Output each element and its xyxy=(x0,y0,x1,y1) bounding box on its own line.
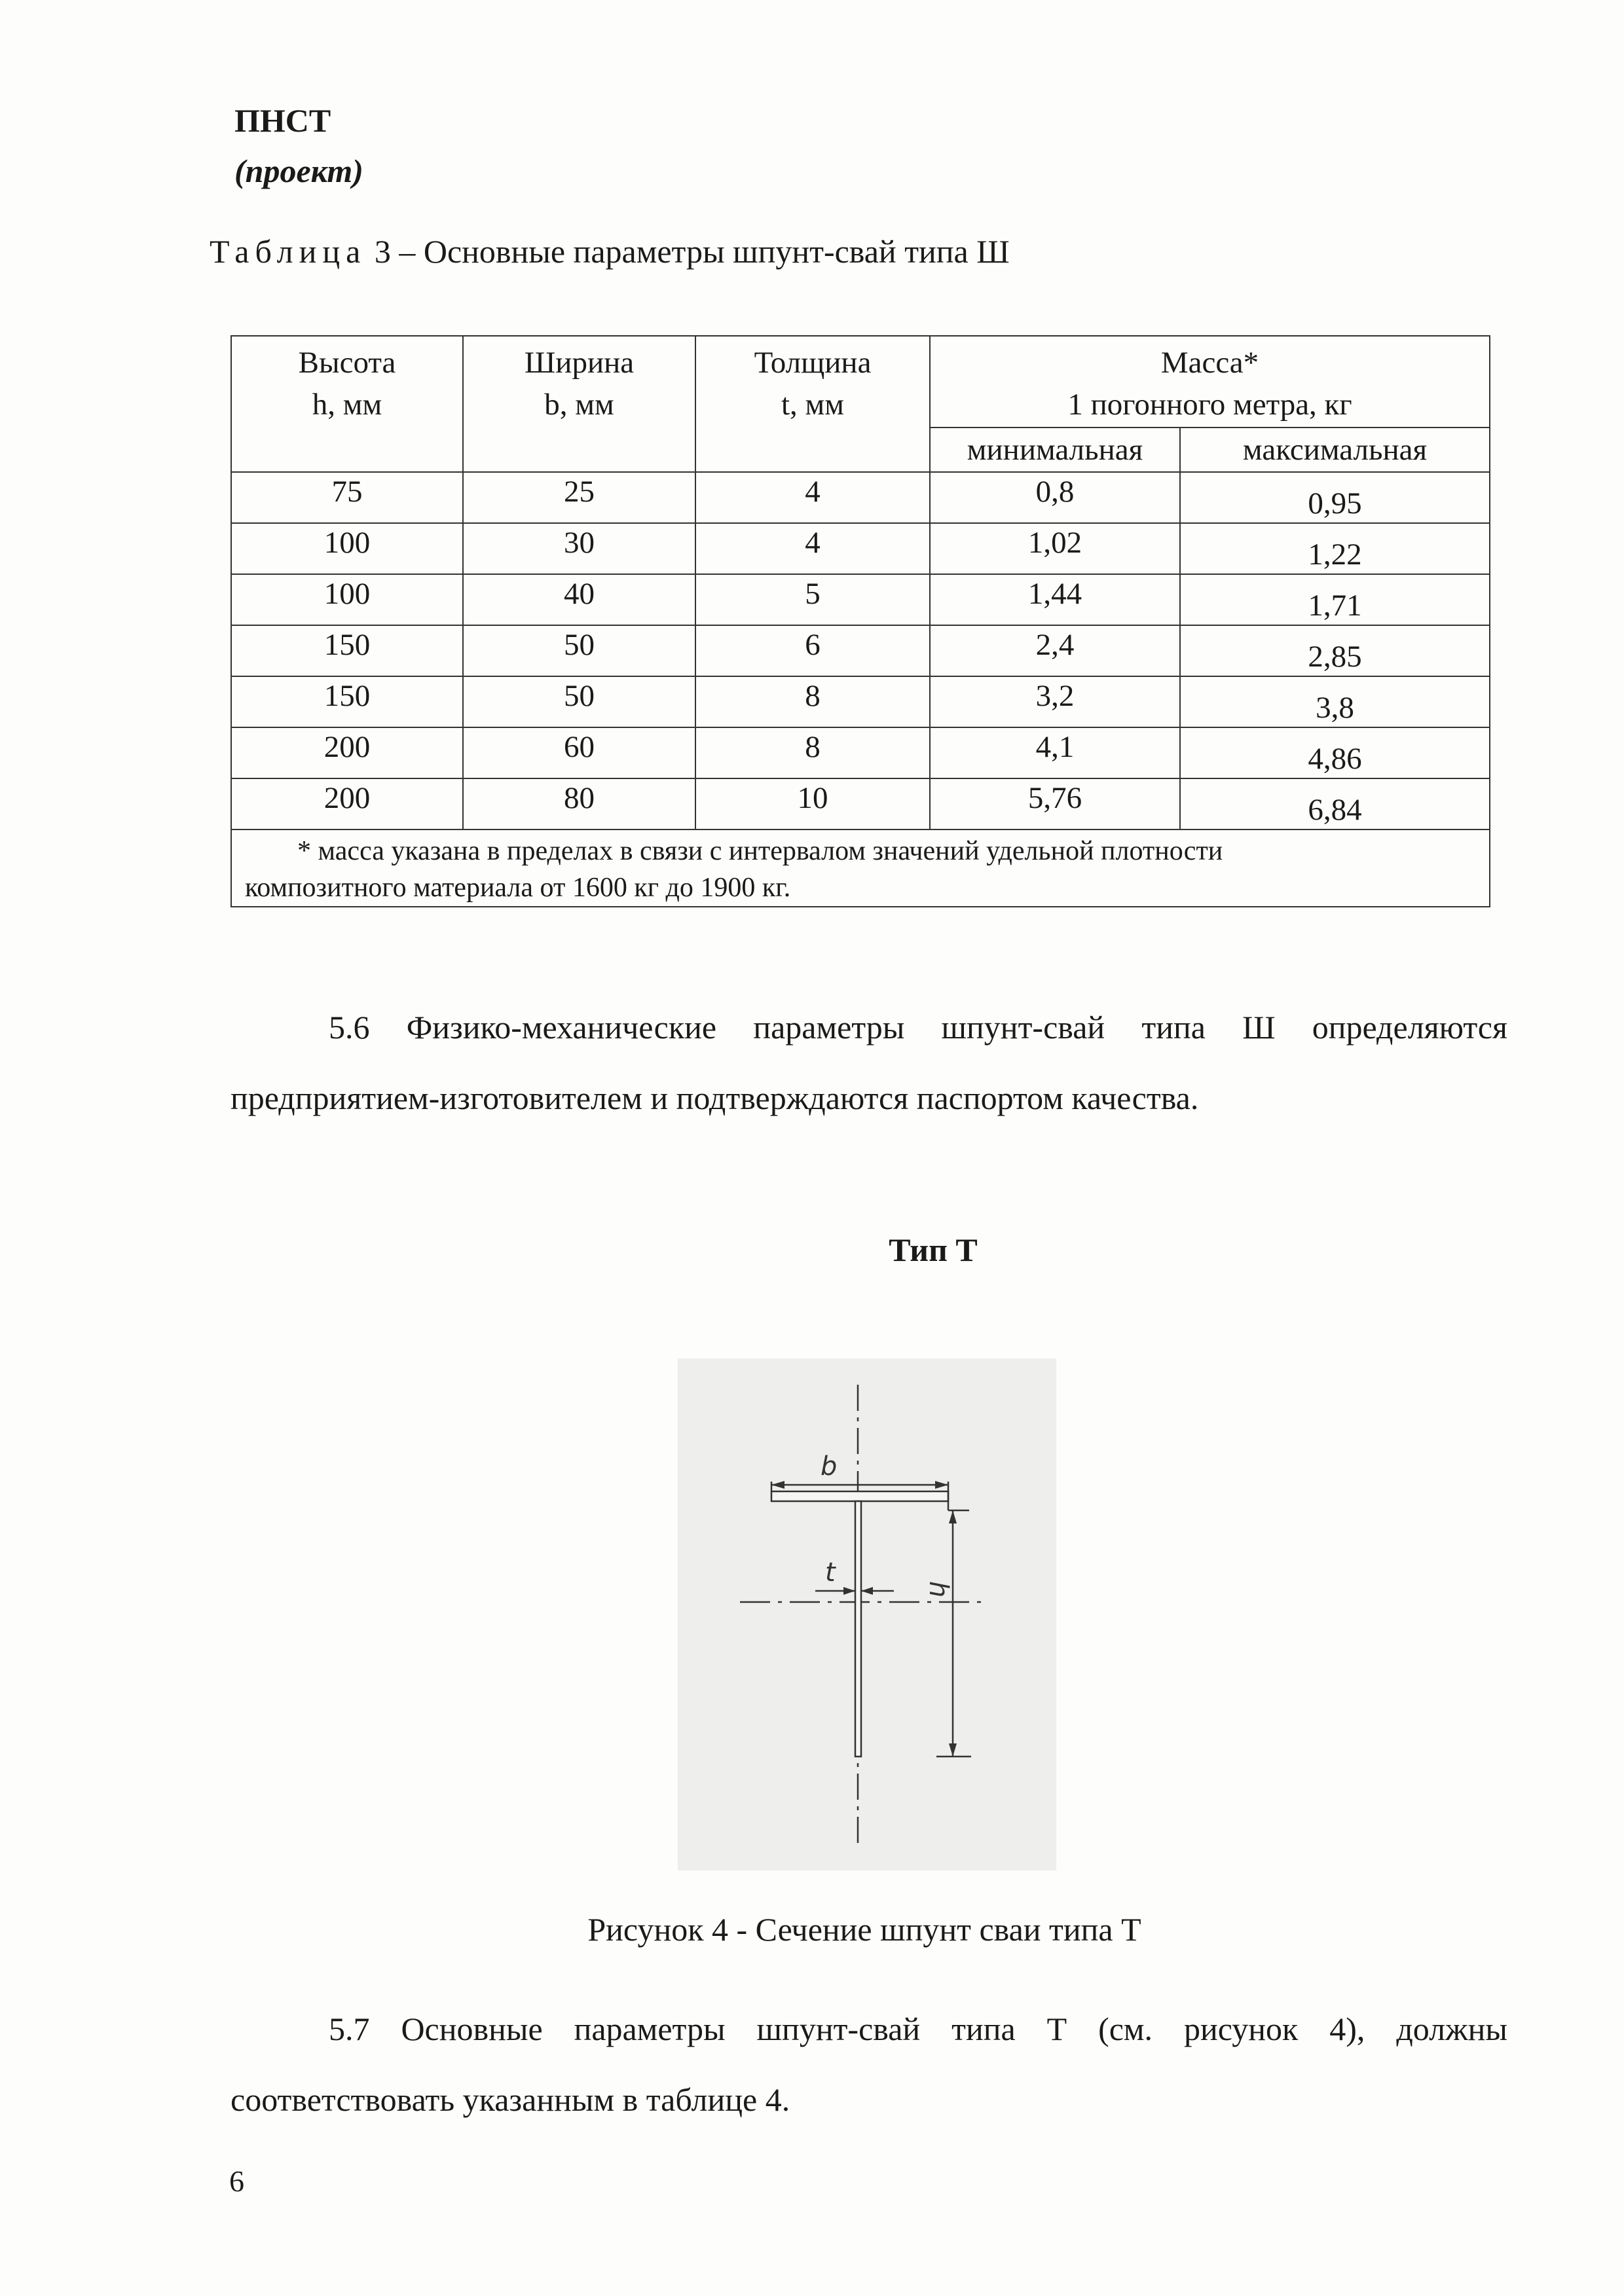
cell-mass-max: 6,84 xyxy=(1180,778,1490,829)
t-section-drawing xyxy=(678,1358,1056,1870)
header-height: Высота h, мм xyxy=(231,336,463,472)
header-thickness: Толщина t, мм xyxy=(695,336,930,472)
cell-mass-min: 5,76 xyxy=(930,778,1180,829)
header-mass: Масса* 1 погонного метра, кг xyxy=(930,336,1490,428)
table-row xyxy=(231,625,1490,676)
standard-title: ПНСТ xyxy=(234,102,331,139)
cell-mass-max: 3,8 xyxy=(1180,676,1490,727)
cell-height: 200 xyxy=(231,727,463,778)
parameters-table xyxy=(231,335,1490,907)
cell-width: 25 xyxy=(463,472,695,523)
table-row xyxy=(231,778,1490,829)
standard-status: (проект) xyxy=(234,153,363,189)
cell-height: 150 xyxy=(231,676,463,727)
table-header-row xyxy=(231,336,1490,428)
cell-mass-min: 4,1 xyxy=(930,727,1180,778)
cell-mass-min: 2,4 xyxy=(930,625,1180,676)
cell-height: 100 xyxy=(231,574,463,625)
header-width: Ширина b, мм xyxy=(463,336,695,472)
cell-height: 200 xyxy=(231,778,463,829)
figure-caption: Рисунок 4 - Сечение шпунт сваи типа Т xyxy=(587,1911,1141,1948)
t-section-figure xyxy=(678,1358,1056,1870)
cell-mass-max: 1,22 xyxy=(1180,523,1490,574)
table-row xyxy=(231,574,1490,625)
cell-thickness: 8 xyxy=(695,676,930,727)
cell-height: 150 xyxy=(231,625,463,676)
cell-mass-max: 0,95 xyxy=(1180,472,1490,523)
table-note-row xyxy=(231,829,1490,907)
cell-height: 100 xyxy=(231,523,463,574)
cell-width: 30 xyxy=(463,523,695,574)
cell-width: 50 xyxy=(463,625,695,676)
label-b: b xyxy=(821,1451,838,1482)
table-caption xyxy=(210,232,1010,270)
table-caption-text: 3 – Основные параметры шпунт-свай типа Ш xyxy=(366,233,1010,270)
table-row xyxy=(231,676,1490,727)
cell-mass-min: 1,44 xyxy=(930,574,1180,625)
paragraph-5-7: 5.7 Основные параметры шпунт-свай типа Т (см. рисунок 4), должны соответствовать указанным в таблице 4. xyxy=(231,2011,1507,2118)
table-footnote: * масса указана в пределах в связи с интервалом значений удельной плотности композитного материала от 1600 кг до 1900 кг. xyxy=(231,829,1490,907)
table-caption-word: Таблица xyxy=(210,233,367,270)
page-number: 6 xyxy=(229,2164,244,2198)
cell-width: 50 xyxy=(463,676,695,727)
t-web xyxy=(855,1501,861,1757)
cell-thickness: 4 xyxy=(695,523,930,574)
cell-thickness: 10 xyxy=(695,778,930,829)
cell-mass-min: 1,02 xyxy=(930,523,1180,574)
t-flange xyxy=(771,1491,948,1501)
table-row xyxy=(231,523,1490,574)
cell-thickness: 6 xyxy=(695,625,930,676)
cell-mass-max: 4,86 xyxy=(1180,727,1490,778)
cell-thickness: 5 xyxy=(695,574,930,625)
cell-width: 60 xyxy=(463,727,695,778)
header-mass-max: максимальная xyxy=(1180,428,1490,472)
cell-mass-max: 1,71 xyxy=(1180,574,1490,625)
table-row xyxy=(231,472,1490,523)
section-title-type-t: Тип Т xyxy=(889,1231,978,1268)
cell-height: 75 xyxy=(231,472,463,523)
cell-width: 80 xyxy=(463,778,695,829)
label-h: h xyxy=(923,1581,953,1598)
label-t: t xyxy=(825,1558,836,1588)
cell-thickness: 4 xyxy=(695,472,930,523)
cell-mass-min: 3,2 xyxy=(930,676,1180,727)
cell-mass-min: 0,8 xyxy=(930,472,1180,523)
header-mass-min: минимальная xyxy=(930,428,1180,472)
cell-mass-max: 2,85 xyxy=(1180,625,1490,676)
cell-thickness: 8 xyxy=(695,727,930,778)
cell-width: 40 xyxy=(463,574,695,625)
paragraph-5-6: 5.6 Физико-механические параметры шпунт-свай типа Ш определяются предприятием-изготовителем и подтверждаются паспортом качества. xyxy=(231,1009,1507,1116)
table-row xyxy=(231,727,1490,778)
